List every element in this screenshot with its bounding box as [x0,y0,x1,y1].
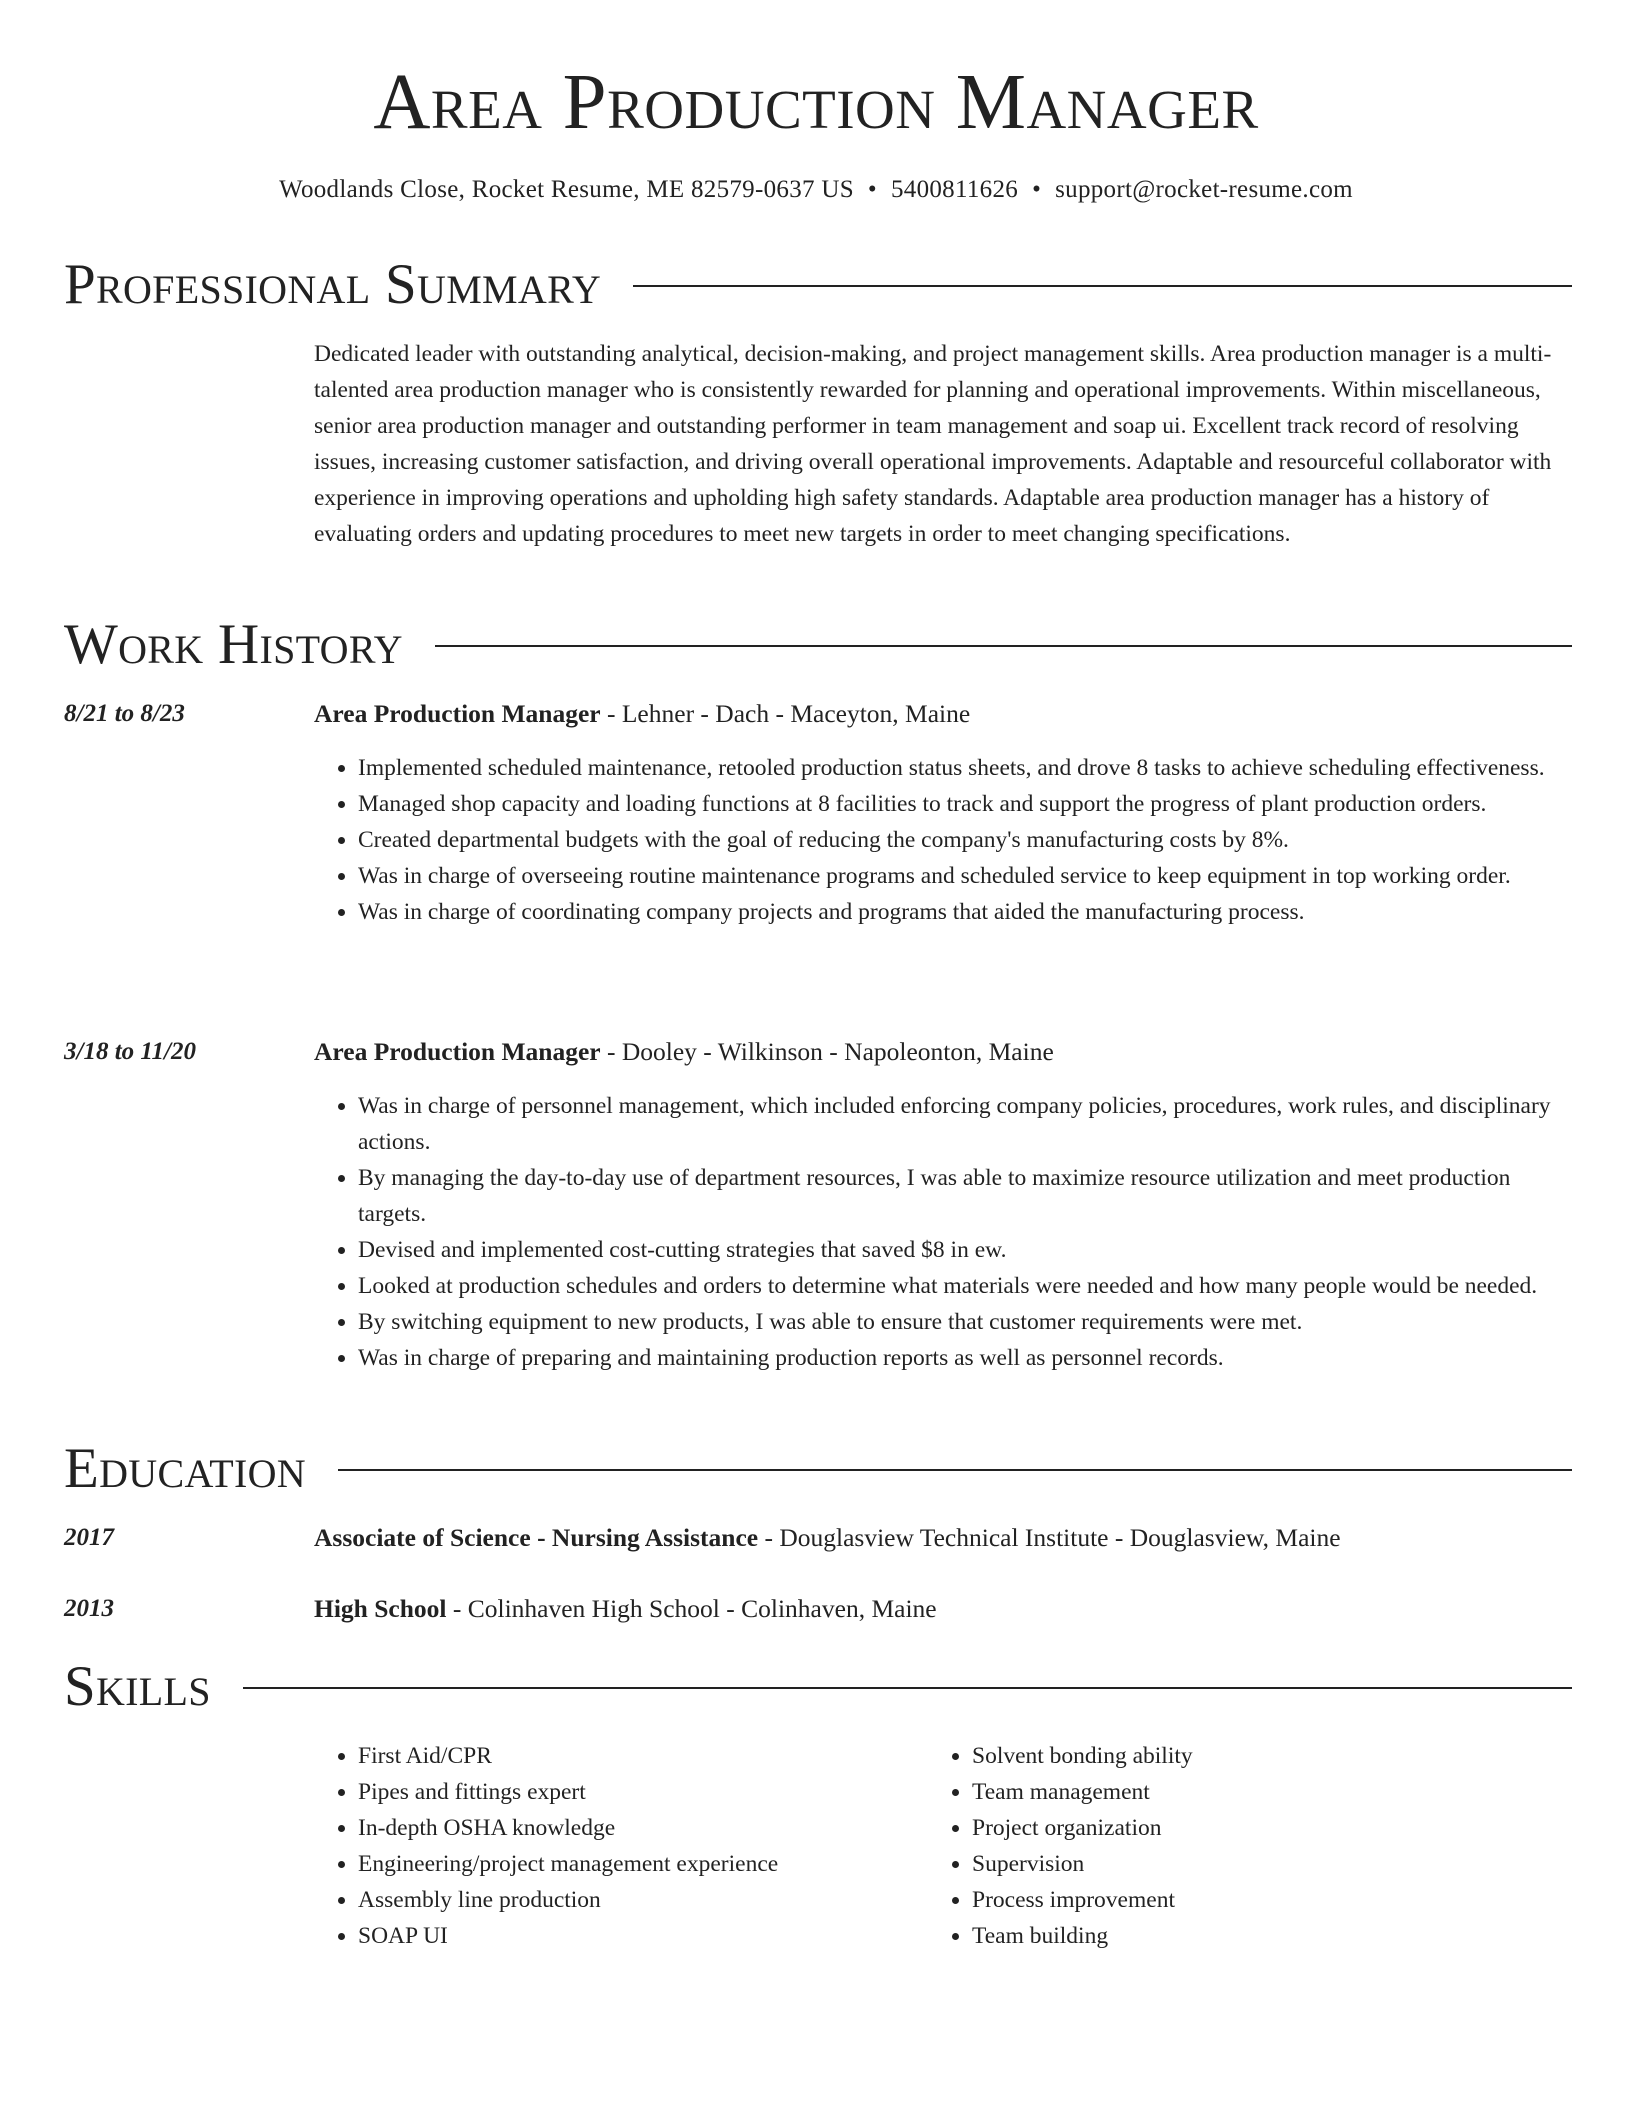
job-bullet-list [314,750,1576,930]
education-section-title: Education [64,1437,306,1500]
job-details: - Dooley - Wilkinson - Napoleonton, Maine [600,1037,1054,1066]
education-year: 2013 [64,1595,114,1622]
work-section-title: Work History [64,613,403,676]
contact-phone: 5400811626 [890,176,1019,203]
education-degree: High School [314,1594,447,1623]
job-details: - Lehner - Dach - Maceyton, Maine [600,699,971,728]
skill-item: • Assembly line production [358,1882,914,1918]
job-dates: 3/18 to 11/20 [64,1038,196,1065]
contact-separator: • [867,176,877,203]
contact-email: support@rocket-resume.com [1055,176,1353,203]
job-heading [314,1034,1576,1070]
work-section-header [64,612,1572,678]
job-bullet-list [314,1088,1576,1376]
skill-item: • Team building [972,1918,1528,1954]
section-divider [435,645,1572,647]
skill-item: • Pipes and fittings expert [358,1774,914,1810]
education-details: - Douglasview Technical Institute - Douglasview, Maine [758,1523,1341,1552]
skill-item: • Team management [972,1774,1528,1810]
skill-item: • Supervision [972,1846,1528,1882]
section-divider [338,1469,1572,1471]
summary-text: Dedicated leader with outstanding analytical, decision-making, and project management skills. Area production manager is a multi-talented area production manager who is consistently rewarded for planning and operational improvements. Within miscellaneous, senior area production manager and outstanding performer in team management and soap ui. Excellent track record of resolving issues, increasing customer satisfaction, and driving overall operational improvements. Adaptable and resourceful collaborator with experience in improving operations and upholding high safety standards. Adaptable area production manager has a history of evaluating orders and updating procedures to meet new targets in order to meet changing specifications. [314,341,1552,547]
skills-list-right [928,1738,1528,1954]
skill-item: • Process improvement [972,1882,1528,1918]
education-section-header [64,1436,1572,1502]
education-heading [314,1520,1576,1556]
skill-item: • SOAP UI [358,1918,914,1954]
section-divider [633,285,1572,287]
skills-section-title: Skills [64,1655,211,1718]
contact-line [0,174,1632,206]
job-bullet: • Was in charge of overseeing routine maintenance programs and scheduled service to keep equipment in top working order. [358,858,1576,894]
skill-item: • Engineering/project management experience [358,1846,914,1882]
summary-section-title: Professional Summary [64,253,602,316]
skill-item: • Solvent bonding ability [972,1738,1528,1774]
contact-address: Woodlands Close, Rocket Resume, ME 82579-0637 US [279,176,854,203]
job-bullet: • Managed shop capacity and loading functions at 8 facilities to track and support the progress of plant production orders. [358,786,1576,822]
skills-list-left [314,1738,914,1954]
resume-name-heading: Area Production Manager [373,59,1259,146]
education-year: 2017 [64,1524,114,1551]
education-heading [314,1591,1576,1627]
job-bullet: • Was in charge of preparing and maintaining production reports as well as personnel records. [358,1340,1576,1376]
job-bullet: • Implemented scheduled maintenance, retooled production status sheets, and drove 8 tasks to achieve scheduling effectiveness. [358,750,1576,786]
skill-item: • In-depth OSHA knowledge [358,1810,914,1846]
job-bullet: • Devised and implemented cost-cutting strategies that saved $8 in ew. [358,1232,1576,1268]
section-divider [243,1687,1572,1689]
job-heading [314,696,1576,732]
education-degree: Associate of Science - Nursing Assistance [314,1523,759,1552]
job-role: Area Production Manager [314,1037,601,1066]
job-bullet: • Looked at production schedules and orders to determine what materials were needed and how many people would be needed. [358,1268,1576,1304]
contact-separator: • [1032,176,1042,203]
job-bullet: • Created departmental budgets with the goal of reducing the company's manufacturing costs by 8%. [358,822,1576,858]
skill-item: • Project organization [972,1810,1528,1846]
job-bullet: • Was in charge of coordinating company projects and programs that aided the manufacturing process. [358,894,1576,930]
job-bullet: • Was in charge of personnel management, which included enforcing company policies, procedures, work rules, and disciplinary actions. [358,1088,1576,1160]
job-dates: 8/21 to 8/23 [64,700,185,727]
job-bullet: • By switching equipment to new products, I was able to ensure that customer requirements were met. [358,1304,1576,1340]
job-role: Area Production Manager [314,699,601,728]
education-details: - Colinhaven High School - Colinhaven, Maine [446,1594,937,1623]
skills-section-header [64,1654,1572,1720]
job-bullet: • By managing the day-to-day use of department resources, I was able to maximize resource utilization and meet production targets. [358,1160,1576,1232]
summary-section-header [64,252,1572,318]
skill-item: • First Aid/CPR [358,1738,914,1774]
